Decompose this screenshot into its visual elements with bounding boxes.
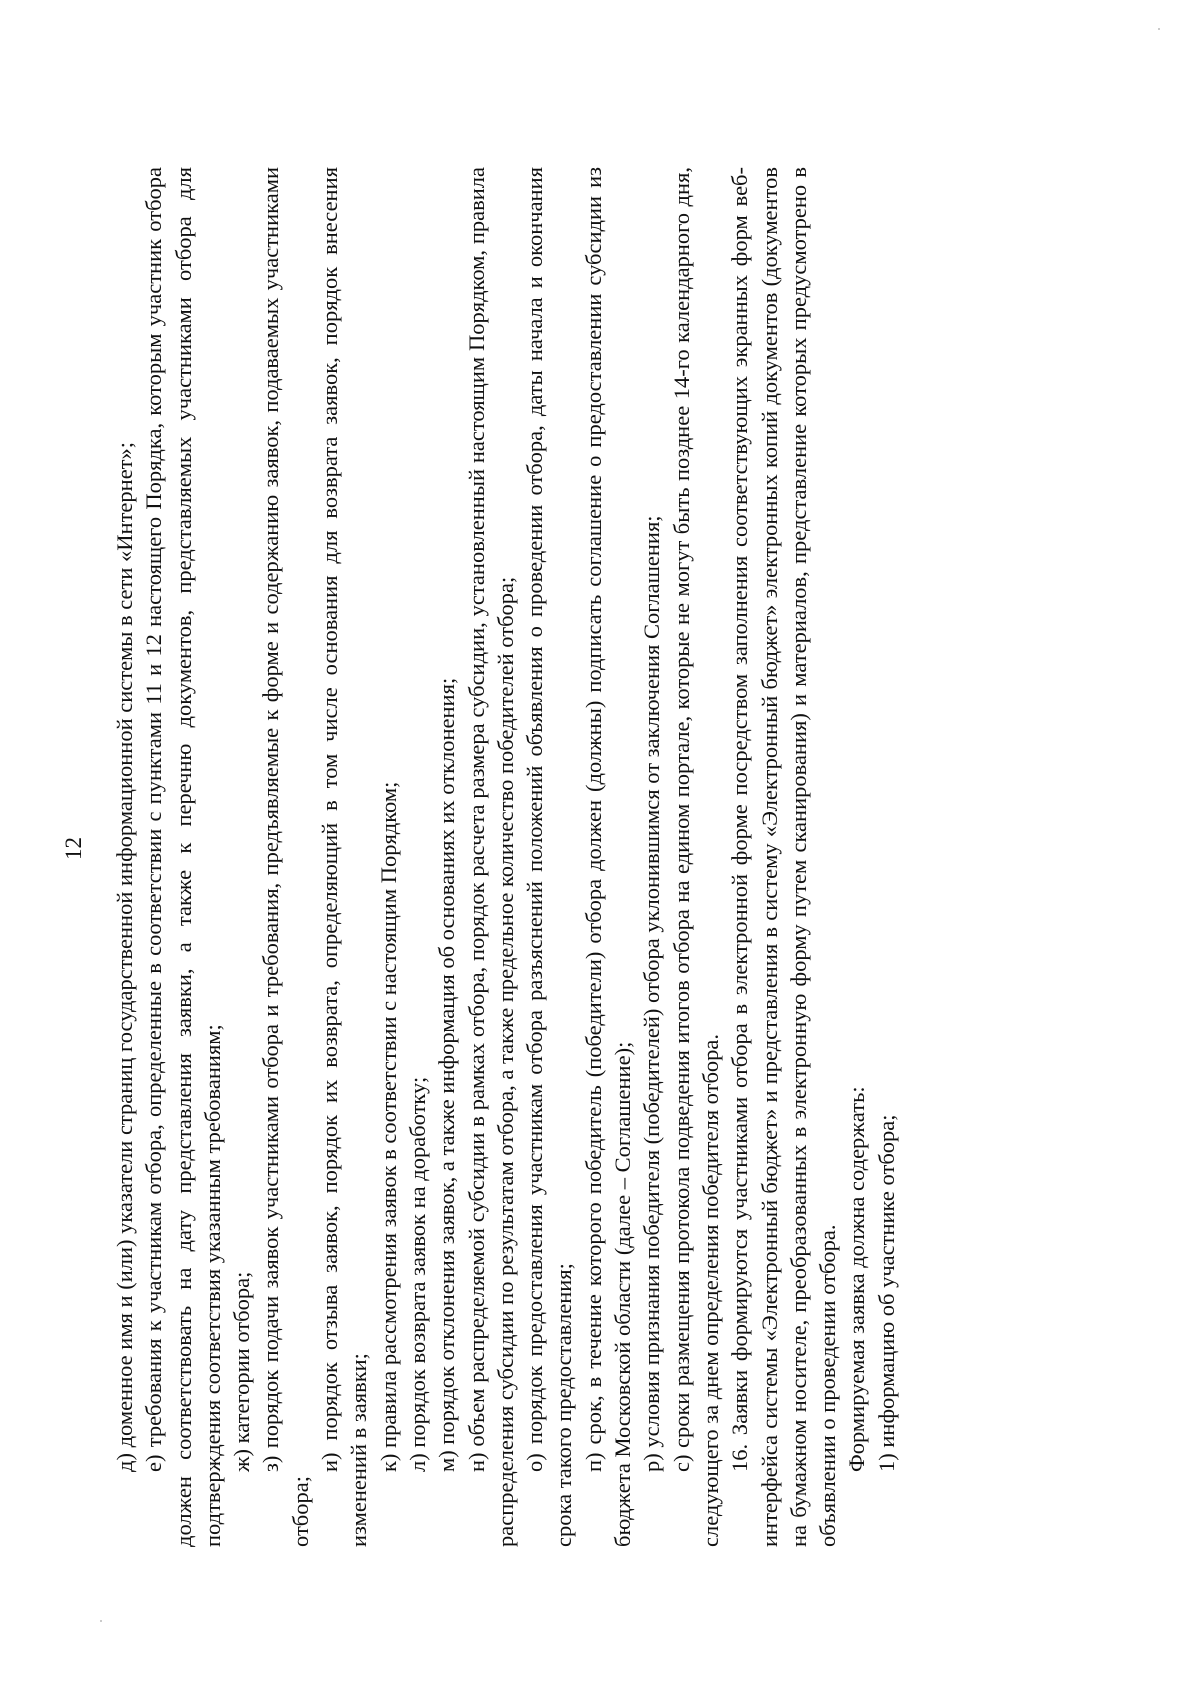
- paragraph-z: з) порядок подачи заявок участниками отбора и требования, предъявляемые к форме и содержанию заявок, подаваемых участниками отбора;: [258, 167, 313, 1547]
- paragraph-n: н) объем распределяемой субсидии в рамках отбора, порядок расчета размера субсидии, установленный настоящим Порядком, правила распределения субсидии по результатам отбора, а также предельное количество победителей отбора;: [463, 167, 518, 1547]
- page-number: 12: [61, 837, 86, 860]
- paragraph-s: с) сроки размещения протокола подведения итогов отбора на едином портале, которые не могут быть позднее 14-го календарного дня, следующего за днем определения победителя отбора.: [668, 167, 723, 1547]
- paragraph-i: и) порядок отзыва заявок, порядок их возврата, определяющий в том числе основания для возврата заявок, порядок внесения изменений в заявки;: [317, 167, 372, 1547]
- paragraph-zh: ж) категории отбора;: [229, 1271, 255, 1472]
- body-text: [110, 167, 901, 1547]
- paragraph-p: п) срок, в течение которого победитель (победители) отбора должен (должны) подписать соглашение о предоставлении субсидии из бюджета Московской области (далее – Соглашение);: [580, 167, 636, 1547]
- paragraph-r: р) условия признания победителя (победителей) отбора уклонившимся от заключения Соглашения;: [639, 515, 665, 1472]
- paragraph-e: е) требования к участникам отбора, определенные в соответствии с пунктами 11 и 12 настоящего Порядка, которым участник отбора должен соответствовать на дату представления заявки, а также к перечню документов, представляемых участниками отбора для подтверждения соответствия указанным требованиям;: [141, 167, 225, 1547]
- paragraph-m: м) порядок отклонения заявок, а также информация об основаниях их отклонения;: [434, 677, 460, 1472]
- scan-speck: [1158, 28, 1160, 30]
- paragraph-d: д) доменное имя и (или) указатели страниц государственной информационной системы в сети «Интернет»;: [112, 441, 137, 1472]
- scan-speck: [100, 1620, 102, 1622]
- paragraph-application-contents: Формируемая заявка должна содержать:: [844, 1086, 870, 1472]
- paragraph-16: 16. Заявки формируются участниками отбора в электронной форме посредством заполнения соответствующих экранных форм веб-интерфейса системы «Электронный бюджет» и представления в систему «Электронный бюджет» электронных копий документов (документов на бумажном носителе, преобразованных в электронную форму путем сканирования) и материалов, представление которых предусмотрено в объявлении о проведении отбора.: [727, 167, 841, 1547]
- paragraph-l: л) порядок возврата заявок на доработку;: [404, 1076, 430, 1472]
- paragraph-k: к) правила рассмотрения заявок в соответствии с настоящим Порядком;: [375, 781, 401, 1472]
- paragraph-o: о) порядок предоставления участникам отбора разъяснений положений объявления о проведении отбора, даты начала и окончания срока такого предоставления;: [522, 167, 577, 1547]
- paragraph-1: 1) информацию об участнике отбора;: [873, 1114, 899, 1472]
